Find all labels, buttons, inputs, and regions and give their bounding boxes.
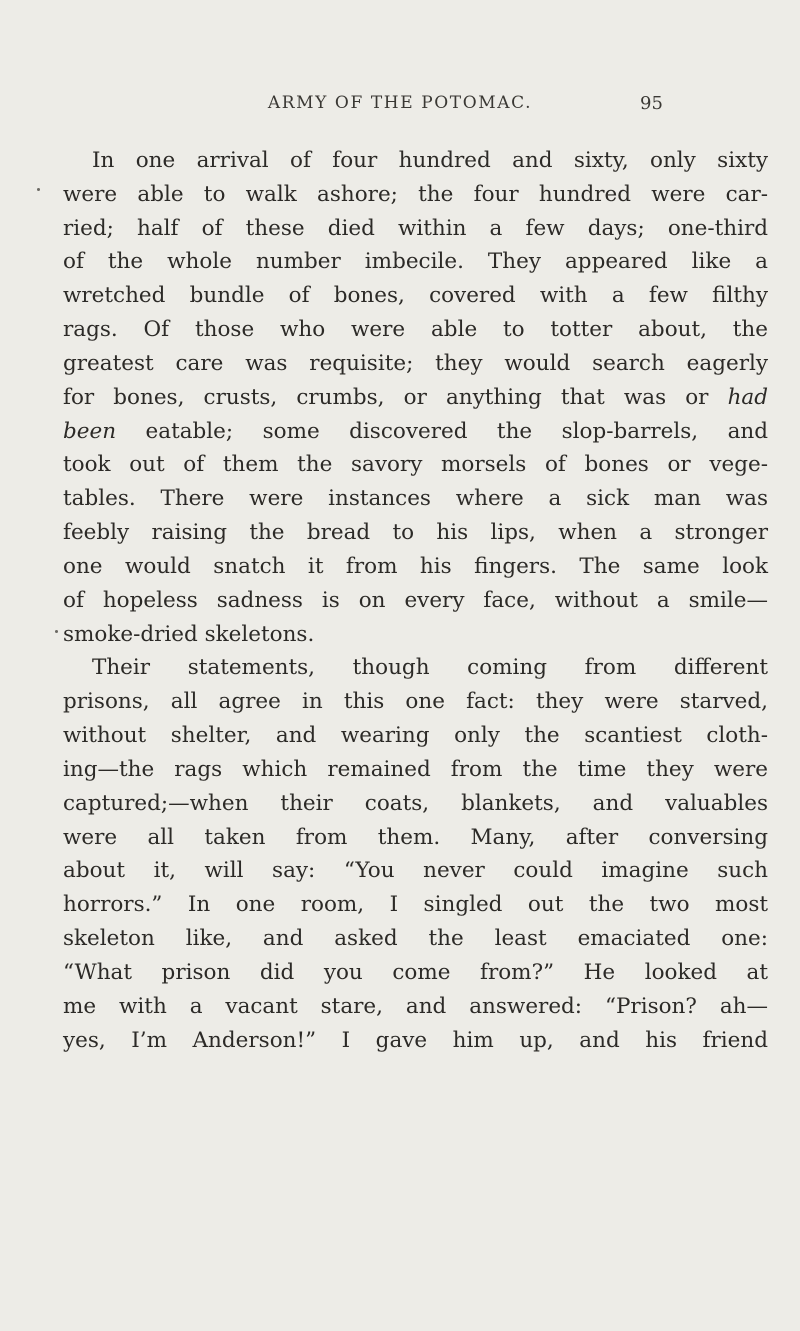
- body-text: [63, 144, 768, 1057]
- text-line: feebly raising the bread to his lips, when a stronger: [63, 520, 768, 546]
- text-line-with-italic: [63, 415, 768, 449]
- text-line: one would snatch it from his fingers. The same look: [63, 553, 768, 579]
- text-segment: eatable; some discovered the slop-barrels, and: [116, 418, 768, 444]
- text-line: In one arrival of four hundred and sixty, only sixty: [92, 148, 768, 173]
- text-line: tables. There were instances where a sick man was: [63, 486, 768, 512]
- text-line-with-italic: [63, 381, 768, 415]
- text-line: took out of them the savory morsels of bones or vege-: [63, 452, 768, 478]
- paragraph-end-line: smoke-dried skeletons.: [63, 621, 315, 647]
- text-line: were able to walk ashore; the four hundred were car-: [63, 181, 768, 207]
- text-line: were all taken from them. Many, after conversing: [63, 824, 768, 850]
- text-line: captured;—when their coats, blankets, and valuables: [63, 790, 768, 816]
- text-line: ried; half of these died within a few days; one-third: [63, 215, 768, 241]
- text-line: “What prison did you come from?” He looked at: [63, 959, 768, 985]
- running-header: [0, 93, 800, 123]
- text-line: ing—the rags which remained from the time they were: [63, 756, 768, 782]
- running-title: ARMY OF THE POTOMAC.: [267, 93, 533, 113]
- margin-speck: [55, 630, 58, 633]
- text-line: without shelter, and wearing only the scantiest cloth-: [63, 723, 768, 749]
- text-line: Their statements, though coming from different: [92, 655, 768, 681]
- text-line: of hopeless sadness is on every face, without a smile—: [63, 587, 768, 613]
- margin-speck: [37, 188, 40, 191]
- text-line: me with a vacant stare, and answered: “Prison? ah—: [63, 993, 768, 1019]
- text-line: horrors.” In one room, I singled out the two most: [63, 892, 768, 918]
- text-line: prisons, all agree in this one fact: they were starved,: [63, 689, 768, 715]
- italic-word: been: [63, 418, 117, 444]
- italic-word: had: [727, 384, 768, 410]
- text-line: wretched bundle of bones, covered with a few filthy: [63, 283, 768, 309]
- text-line: greatest care was requisite; they would search eagerly: [63, 350, 768, 376]
- text-line: of the whole number imbecile. They appeared like a: [63, 249, 768, 275]
- text-line: about it, will say: “You never could imagine such: [63, 858, 768, 884]
- text-line: yes, I’m Anderson!” I gave him up, and his friend: [63, 1027, 768, 1053]
- text-line: skeleton like, and asked the least emaciated one:: [63, 926, 768, 952]
- text-line: rags. Of those who were able to totter about, the: [63, 317, 768, 343]
- page-number: 95: [640, 93, 663, 114]
- text-segment: for bones, crusts, crumbs, or anything that was or: [63, 384, 728, 410]
